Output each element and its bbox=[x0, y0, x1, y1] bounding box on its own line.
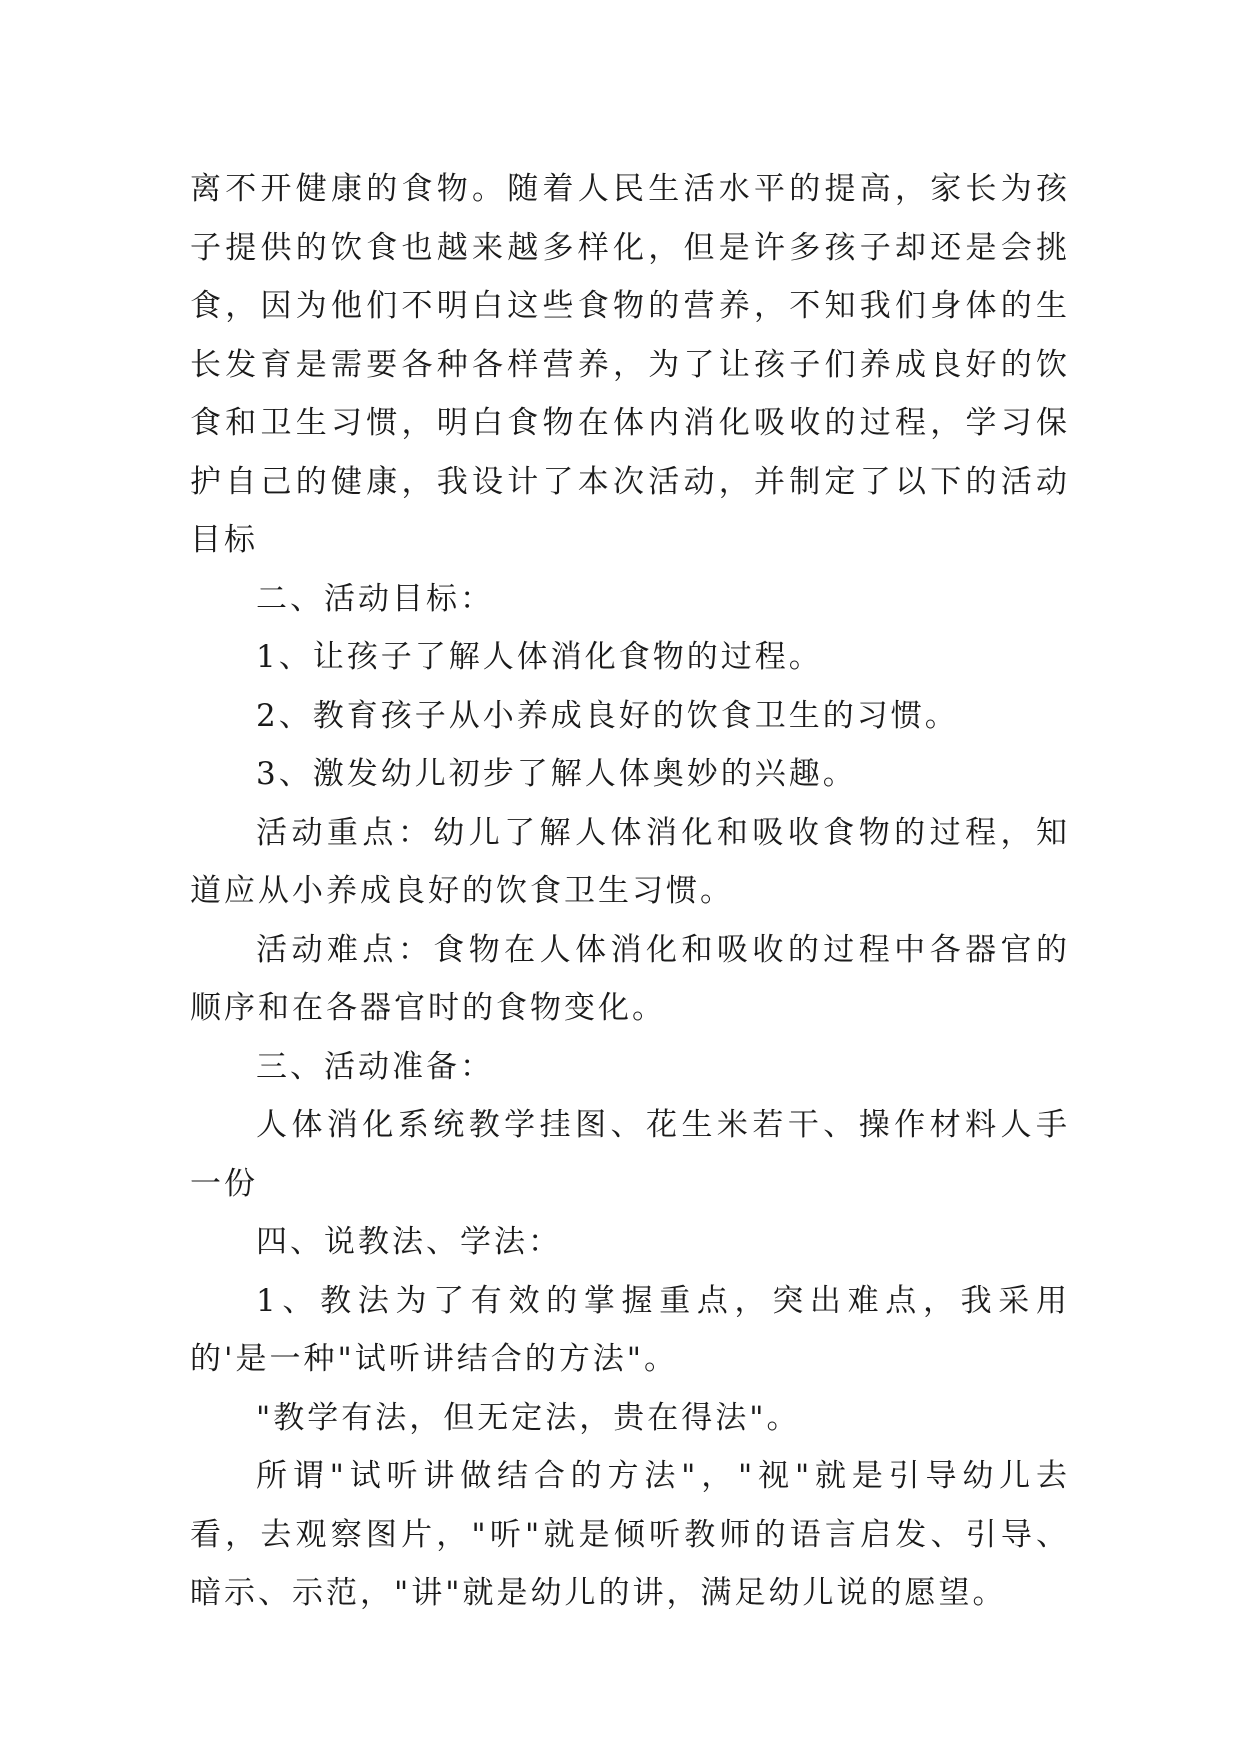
document-body bbox=[190, 160, 1070, 1623]
paragraph-difficulties: 活动难点：食物在人体消化和吸收的过程中各器官的顺序和在各器官时的食物变化。 bbox=[190, 931, 1070, 1026]
paragraph-method-explanation: 所谓"试听讲做结合的方法"，"视"就是引导幼儿去看，去观察图片，"听"就是倾听教师的语言启发、引导、暗示、示范，"讲"就是幼儿的讲，满足幼儿说的愿望。 bbox=[190, 1458, 1070, 1611]
goal-item-2: 2、教育孩子从小养成良好的饮食卫生的习惯。 bbox=[256, 697, 959, 734]
method-item-1: 1、教法为了有效的掌握重点，突出难点，我采用的'是一种"试听讲结合的方法"。 bbox=[190, 1282, 1070, 1377]
paragraph-key-points: 活动重点：幼儿了解人体消化和吸收食物的过程，知道应从小养成良好的饮食卫生习惯。 bbox=[190, 814, 1070, 909]
heading-activity-preparation: 三、活动准备： bbox=[256, 1048, 494, 1085]
paragraph-materials: 人体消化系统教学挂图、花生米若干、操作材料人手一份 bbox=[190, 1107, 1070, 1202]
paragraph-intro-continued: 离不开健康的食物。随着人民生活水平的提高，家长为孩子提供的饮食也越来越多样化，但是许多孩子却还是会挑食，因为他们不明白这些食物的营养，不知我们身体的生长发育是需要各种各样营养，为了让孩子们养成良好的饮食和卫生习惯，明白食物在体内消化吸收的过程，学习保护自己的健康，我设计了本次活动，并制定了以下的活动目标 bbox=[190, 171, 1070, 558]
goal-item-3: 3、激发幼儿初步了解人体奥妙的兴趣。 bbox=[256, 756, 857, 792]
paragraph-quote: "教学有法，但无定法，贵在得法"。 bbox=[256, 1399, 801, 1436]
heading-teaching-methods: 四、说教法、学法： bbox=[256, 1224, 562, 1260]
heading-activity-goals: 二、活动目标： bbox=[256, 580, 494, 617]
goal-item-1: 1、让孩子了解人体消化食物的过程。 bbox=[256, 639, 823, 675]
